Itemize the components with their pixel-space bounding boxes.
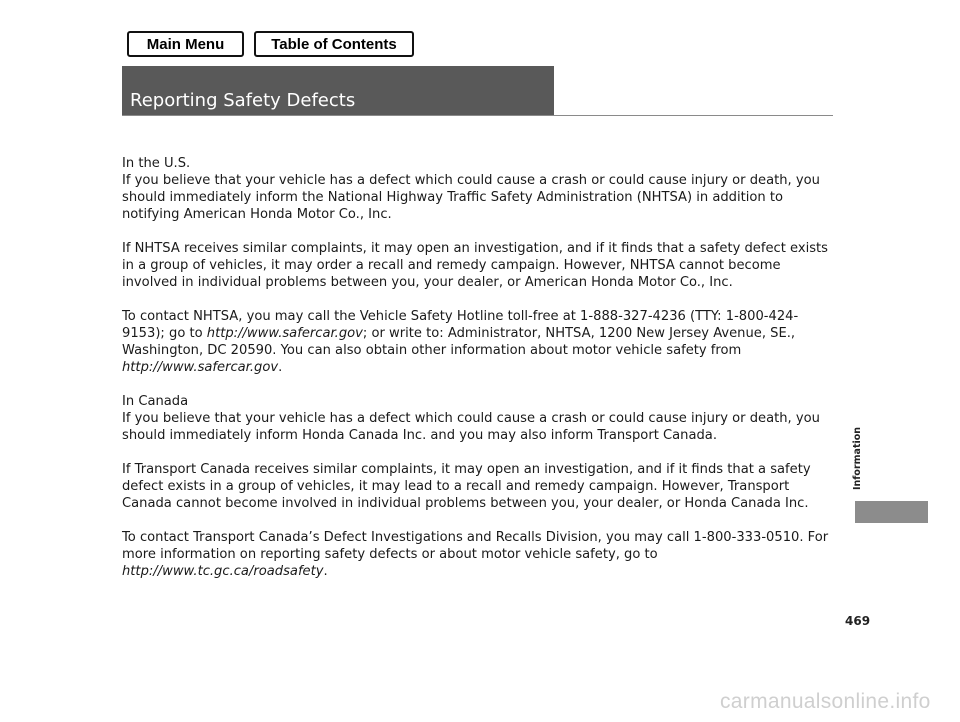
canada-paragraph-3 xyxy=(122,529,834,580)
us-heading: In the U.S. xyxy=(122,156,191,171)
us-p3-text-c: . xyxy=(278,360,283,375)
us-paragraph-1: If you believe that your vehicle has a defect which could cause a crash or could cause injury or death, you should immediately inform the National Highway Traffic Safety Administration (NHTSA) in addition to notifying American Honda Motor Co., Inc. xyxy=(122,173,820,222)
us-paragraph-2: If NHTSA receives similar complaints, it may open an investigation, and if it finds that a safety defect exists in a group of vehicles, it may order a recall and remedy campaign. However, NHTSA cannot become involved in individual problems between you, your dealer, or American Honda Motor Co., Inc. xyxy=(122,241,829,290)
safercar-link[interactable]: http://www.safercar.gov xyxy=(206,326,363,341)
safercar-link-2[interactable]: http://www.safercar.gov xyxy=(122,360,279,375)
sidebar-label: Information xyxy=(852,426,863,490)
page-title: Reporting Safety Defects xyxy=(130,90,356,111)
us-p3-text-b: ; or write to: Administrator, NHTSA, 1200 New Jersey Avenue, SE., Washington, DC 20590. You can also obtain other information about motor vehicle safety from xyxy=(122,326,796,358)
tc-roadsafety-link[interactable]: http://www.tc.gc.ca/roadsafety xyxy=(122,564,324,579)
ca-p3-text-a: To contact Transport Canada’s Defect Investigations and Recalls Division, you may call 1-800-333-0510. For more information on reporting safety defects or about motor vehicle safety, go to xyxy=(122,530,829,562)
canada-section xyxy=(122,393,834,444)
section-title-bar xyxy=(122,66,554,115)
body-content xyxy=(122,155,834,597)
ca-p3-text-b: . xyxy=(323,564,328,579)
canada-heading: In Canada xyxy=(122,394,189,409)
us-paragraph-3 xyxy=(122,308,834,376)
us-p3-text-a: To contact NHTSA, you may call the Vehicle Safety Hotline toll-free at 1-888-327-4236 (TTY: 1-800-424-9153); go to xyxy=(122,309,799,341)
title-divider xyxy=(122,115,833,116)
main-menu-button[interactable]: Main Menu xyxy=(127,31,244,57)
watermark: carmanualsonline.info xyxy=(720,690,931,713)
page-number: 469 xyxy=(845,614,871,628)
canada-paragraph-1: If you believe that your vehicle has a defect which could cause a crash or could cause injury or death, you should immediately inform Honda Canada Inc. and you may also inform Transport Canada. xyxy=(122,411,820,443)
us-section xyxy=(122,155,834,223)
information-section-tab[interactable] xyxy=(855,501,928,523)
canada-paragraph-2: If Transport Canada receives similar complaints, it may open an investigation, and if it finds that a safety defect exists in a group of vehicles, it may lead to a recall and remedy campaign. However, Transport Canada cannot become involved in individual problems between you, your dealer, or Honda Canada Inc. xyxy=(122,462,811,511)
table-of-contents-button[interactable]: Table of Contents xyxy=(254,31,414,57)
